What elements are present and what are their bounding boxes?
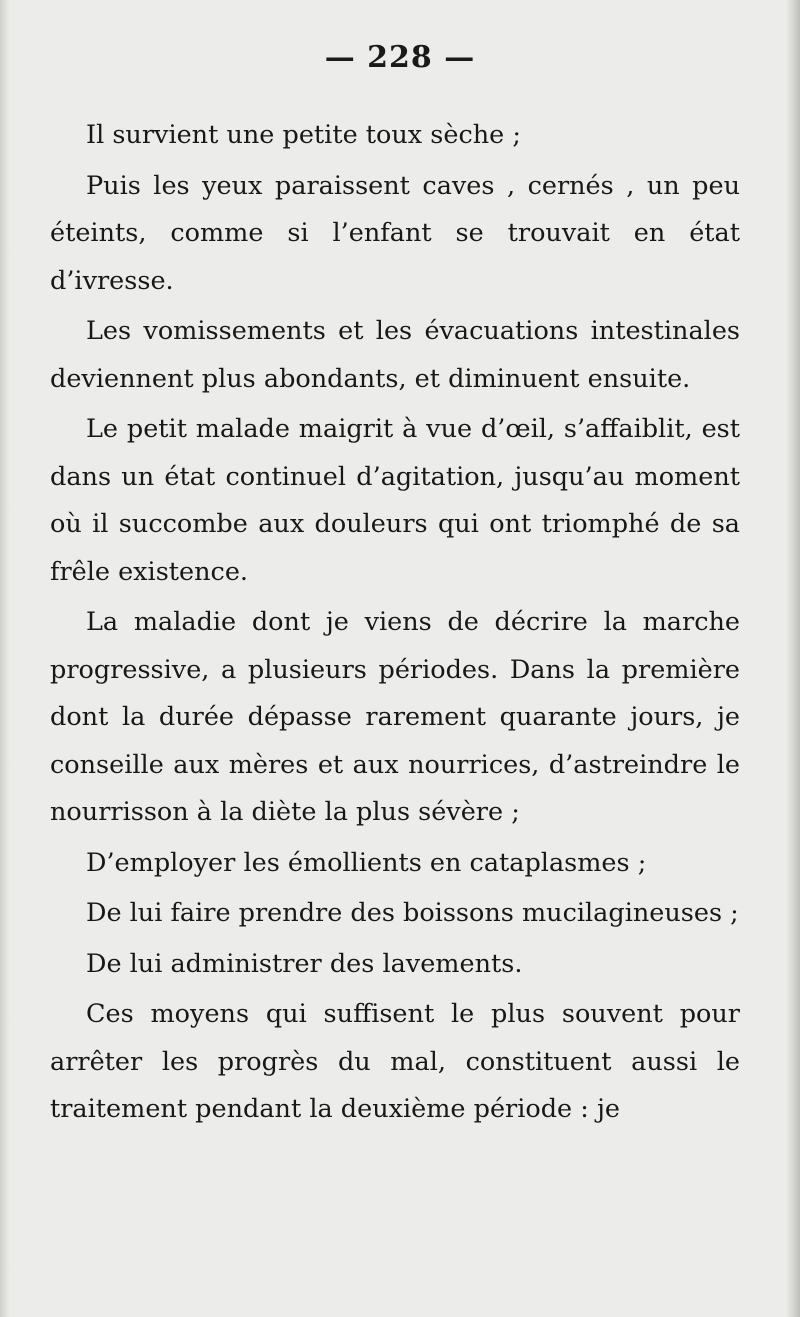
page-left-edge [0, 0, 10, 1317]
paragraph: D’employer les émollients en cataplasmes ; [86, 847, 647, 878]
paragraph: Ces moyens qui suffisent le plus souvent pour arrêter les progrès du mal, constituent aussi le traitement pendant la deuxième période : je [50, 999, 740, 1124]
paragraph: Le petit malade maigrit à vue d’œil, s’affaiblit, est dans un état continuel d’agitation, jusqu’au moment où il succombe aux douleurs qui ont triomphé de sa frêle existence. [50, 414, 740, 587]
paragraph: Il survient une petite toux sèche ; [86, 120, 521, 150]
paragraph: De lui administrer des lavements. [86, 948, 523, 979]
paragraph: Les vomissements et les évacuations intestinales deviennent plus abondants, et diminuent ensuite. [50, 316, 740, 394]
paragraph: De lui faire prendre des boissons mucilagineuses ; [86, 898, 739, 928]
paragraph: Puis les yeux paraissent caves , cernés , un peu éteints, comme si l’enfant se trouvait en état d’ivresse. [50, 170, 740, 296]
page-right-edge [786, 0, 800, 1317]
body-text [50, 112, 740, 1137]
page-number: — 228 — [324, 40, 476, 75]
paragraph: La maladie dont je viens de décrire la marche progressive, a plusieurs périodes. Dans la première dont la durée dépasse rarement quarante jours, je conseille aux mères et aux nourrices, d’astreindre le nourrisson à la diète la plus sévère ; [50, 607, 740, 827]
